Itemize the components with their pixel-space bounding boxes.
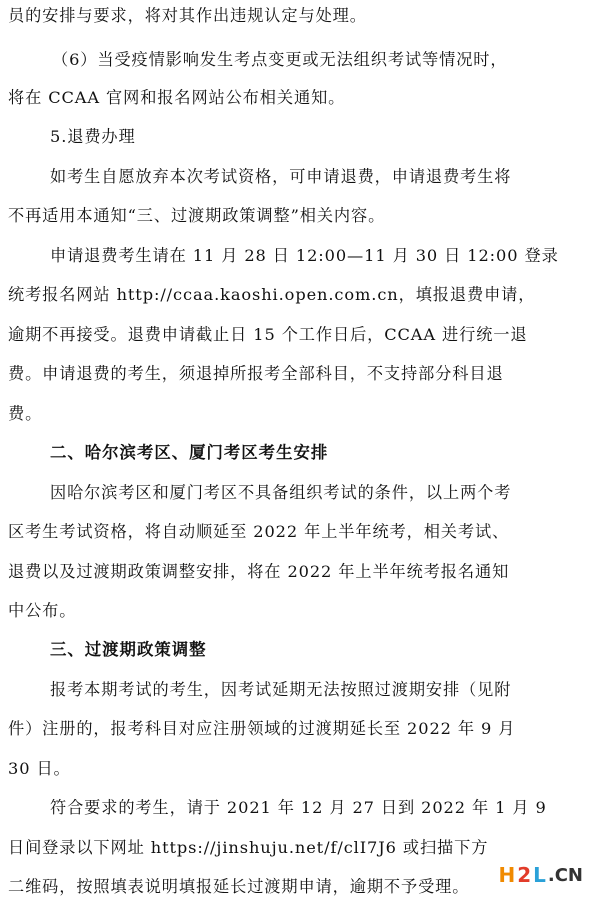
- text-line: 退费以及过渡期政策调整安排，将在 2022 年上半年统考报名通知: [8, 562, 510, 581]
- text-line: 符合要求的考生，请于 2021 年 12 月 27 日到 2022 年 1 月 9: [50, 798, 547, 817]
- site-watermark-logo: [496, 862, 585, 888]
- text-line: 申请退费考生请在 11 月 28 日 12:00—11 月 30 日 12:00 登录: [50, 246, 559, 265]
- text-line: 区考生考试资格，将自动顺延至 2022 年上半年统考，相关考试、: [8, 522, 510, 541]
- section-heading: 二、哈尔滨考区、厦门考区考生安排: [50, 443, 329, 462]
- text-line: 统考报名网站 http://ccaa.kaoshi.open.com.cn，填报退费申请，: [8, 285, 536, 304]
- text-line: （6）当受疫情影响发生考点变更或无法组织考试等情况时，: [52, 50, 508, 69]
- text-line: 员的安排与要求，将对其作出违规认定与处理。: [8, 6, 367, 25]
- watermark-domain-suffix: .CN: [547, 864, 583, 886]
- watermark-letter-h: H: [498, 863, 516, 887]
- text-line: 件）注册的，报考科目对应注册领域的过渡期延长至 2022 年 9 月: [8, 719, 516, 738]
- section-heading: 三、过渡期政策调整: [50, 640, 207, 659]
- text-line: 如考生自愿放弃本次考试资格，可申请退费，申请退费考生将: [50, 167, 512, 186]
- text-line: 因哈尔滨考区和厦门考区不具备组织考试的条件，以上两个考: [50, 483, 512, 502]
- text-line: 逾期不再接受。退费申请截止日 15 个工作日后，CCAA 进行统一退: [8, 325, 528, 344]
- text-line: 报考本期考试的考生，因考试延期无法按照过渡期安排（见附: [50, 680, 512, 699]
- section-subtitle: 5.退费办理: [50, 127, 136, 146]
- text-line: 中公布。: [8, 601, 77, 620]
- text-line: 二维码，按照填表说明填报延长过渡期申请，逾期不予受理。: [8, 877, 470, 896]
- watermark-letter-l: L: [533, 863, 546, 887]
- text-line: 日间登录以下网址 https://jinshuju.net/f/clI7J6 或扫描下方: [8, 838, 489, 857]
- watermark-digit-2: 2: [517, 863, 532, 887]
- text-line: 30 日。: [8, 759, 71, 778]
- text-line: 费。: [8, 404, 43, 423]
- text-line: 不再适用本通知“三、过渡期政策调整”相关内容。: [8, 206, 386, 225]
- text-line: 将在 CCAA 官网和报名网站公布相关通知。: [8, 88, 346, 107]
- text-line: 费。申请退费的考生，须退掉所报考全部科目，不支持部分科目退: [8, 364, 504, 383]
